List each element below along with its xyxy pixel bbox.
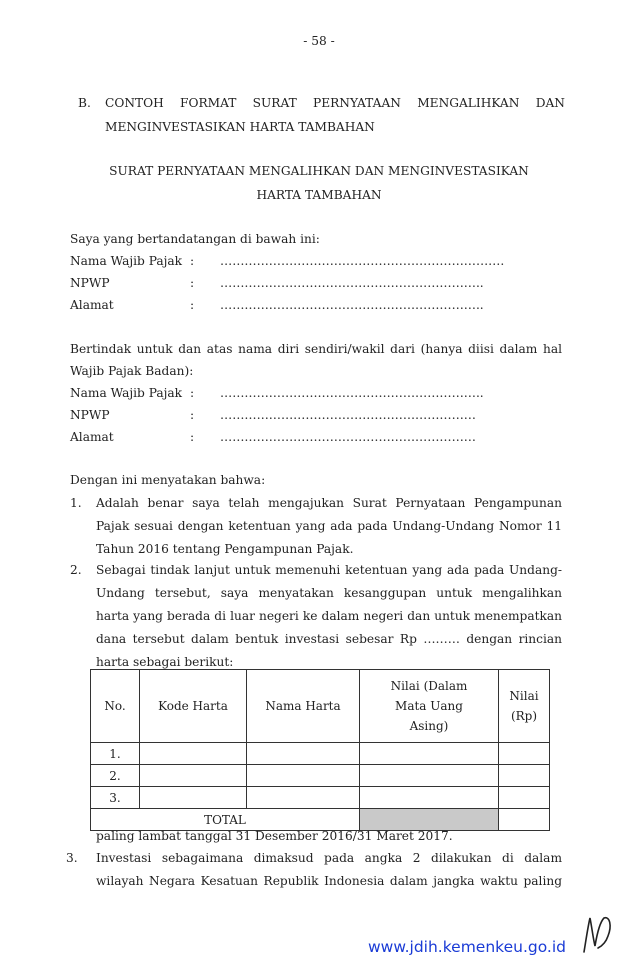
document-title-line1: SURAT PERNYATAAN MENGALIHKAN DAN MENGINVESTASIKAN	[109, 164, 529, 178]
header-nilai-asing: Nilai (Dalam Mata Uang Asing)	[360, 670, 499, 743]
cell-nama	[247, 765, 360, 787]
cell-nama	[247, 743, 360, 765]
fill-line-nama: …………………………………………………………….	[220, 254, 505, 268]
section-letter: B.	[78, 96, 91, 110]
document-title-line2: HARTA TAMBAHAN	[256, 188, 382, 202]
asset-table	[90, 669, 550, 831]
field-colon: :	[190, 298, 195, 312]
item-1-line: Adalah benar saya telah mengajukan Surat Pernyataan Pengampunan	[96, 496, 562, 510]
item-2-line: Sebagai tindak lanjut untuk memenuhi ketentuan yang ada pada Undang-	[96, 563, 562, 577]
rep-fill-line-nama: ………………………………………………………..	[220, 386, 484, 400]
item-2-line: dana tersebut dalam bentuk investasi sebesar Rp ……… dengan rincian	[96, 632, 562, 646]
section-title-word: PERNYATAAN	[313, 96, 401, 110]
section-title-word: CONTOH	[105, 96, 164, 110]
field-colon: :	[190, 408, 195, 422]
total-nilai-rp	[499, 809, 550, 831]
rep-fill-line-npwp: ………………………………………………………	[220, 408, 476, 422]
cell-nilai-asing	[360, 765, 499, 787]
cell-nilai-asing	[360, 743, 499, 765]
cell-kode	[140, 743, 247, 765]
item-number: 2.	[70, 563, 82, 577]
footer-url-link[interactable]: www.jdih.kemenkeu.go.id	[368, 938, 566, 956]
field-label-alamat: Alamat	[70, 298, 114, 312]
item-number: 1.	[70, 496, 82, 510]
rep-label-alamat: Alamat	[70, 430, 114, 444]
item-2-line: Undang tersebut, saya menyatakan kesanggupan untuk mengalihkan	[96, 586, 562, 600]
header-nama-harta: Nama Harta	[247, 670, 360, 743]
field-label-nama: Nama Wajib Pajak	[70, 254, 183, 268]
table-row	[91, 743, 550, 765]
cell-nilai-rp	[499, 787, 550, 809]
cell-no: 2.	[91, 765, 140, 787]
item-2-after-table: paling lambat tanggal 31 Desember 2016/31 Maret 2017.	[96, 829, 453, 843]
section-title-word: SURAT	[252, 96, 297, 110]
item-3-line: wilayah Negara Kesatuan Republik Indonesia dalam jangka waktu paling	[96, 874, 562, 888]
table-header-row	[91, 670, 550, 743]
section-title-line1	[105, 96, 565, 110]
field-colon: :	[190, 430, 195, 444]
header-no: No.	[91, 670, 140, 743]
rep-label-npwp: NPWP	[70, 408, 110, 422]
cell-no: 3.	[91, 787, 140, 809]
item-number: 3.	[66, 851, 78, 865]
fill-line-npwp: ………………………………………………………..	[220, 276, 484, 290]
header-nilai-rp: Nilai (Rp)	[499, 670, 550, 743]
header-kode-harta: Kode Harta	[140, 670, 247, 743]
cell-nama	[247, 787, 360, 809]
section-title-word: FORMAT	[180, 96, 237, 110]
cell-nilai-rp	[499, 765, 550, 787]
rep-label-nama: Nama Wajib Pajak	[70, 386, 183, 400]
item-1-line: Tahun 2016 tentang Pengampunan Pajak.	[96, 542, 354, 556]
representative-intro-line1: Bertindak untuk dan atas nama diri sendiri/wakil dari (hanya diisi dalam hal	[70, 342, 562, 356]
cell-nilai-asing	[360, 787, 499, 809]
section-title-line2: MENGINVESTASIKAN HARTA TAMBAHAN	[105, 120, 375, 134]
item-2-line: harta yang berada di luar negeri ke dalam negeri dan untuk menempatkan	[96, 609, 562, 623]
cell-kode	[140, 787, 247, 809]
page-number: - 58 -	[303, 34, 335, 48]
rep-fill-line-alamat: ………………………………………………………	[220, 430, 476, 444]
total-nilai-asing-shaded	[360, 809, 499, 831]
intro-text: Saya yang bertandatangan di bawah ini:	[70, 232, 320, 246]
section-title-word: DAN	[535, 96, 565, 110]
item-3-line: Investasi sebagaimana dimaksud pada angka 2 dilakukan di dalam	[96, 851, 562, 865]
cell-kode	[140, 765, 247, 787]
paraf-initial-icon	[580, 912, 614, 956]
table-total-row	[91, 809, 550, 831]
statement-intro: Dengan ini menyatakan bahwa:	[70, 473, 266, 487]
table-row	[91, 787, 550, 809]
fill-line-alamat: ………………………………………………………..	[220, 298, 484, 312]
item-2-line: harta sebagai berikut:	[96, 655, 234, 669]
table-row	[91, 765, 550, 787]
field-colon: :	[190, 386, 195, 400]
item-1-line: Pajak sesuai dengan ketentuan yang ada pada Undang-Undang Nomor 11	[96, 519, 562, 533]
field-colon: :	[190, 254, 195, 268]
field-label-npwp: NPWP	[70, 276, 110, 290]
section-title-word: MENGALIHKAN	[417, 96, 520, 110]
representative-intro-line2: Wajib Pajak Badan):	[70, 364, 194, 378]
field-colon: :	[190, 276, 195, 290]
total-label: TOTAL	[91, 809, 360, 831]
cell-no: 1.	[91, 743, 140, 765]
cell-nilai-rp	[499, 743, 550, 765]
